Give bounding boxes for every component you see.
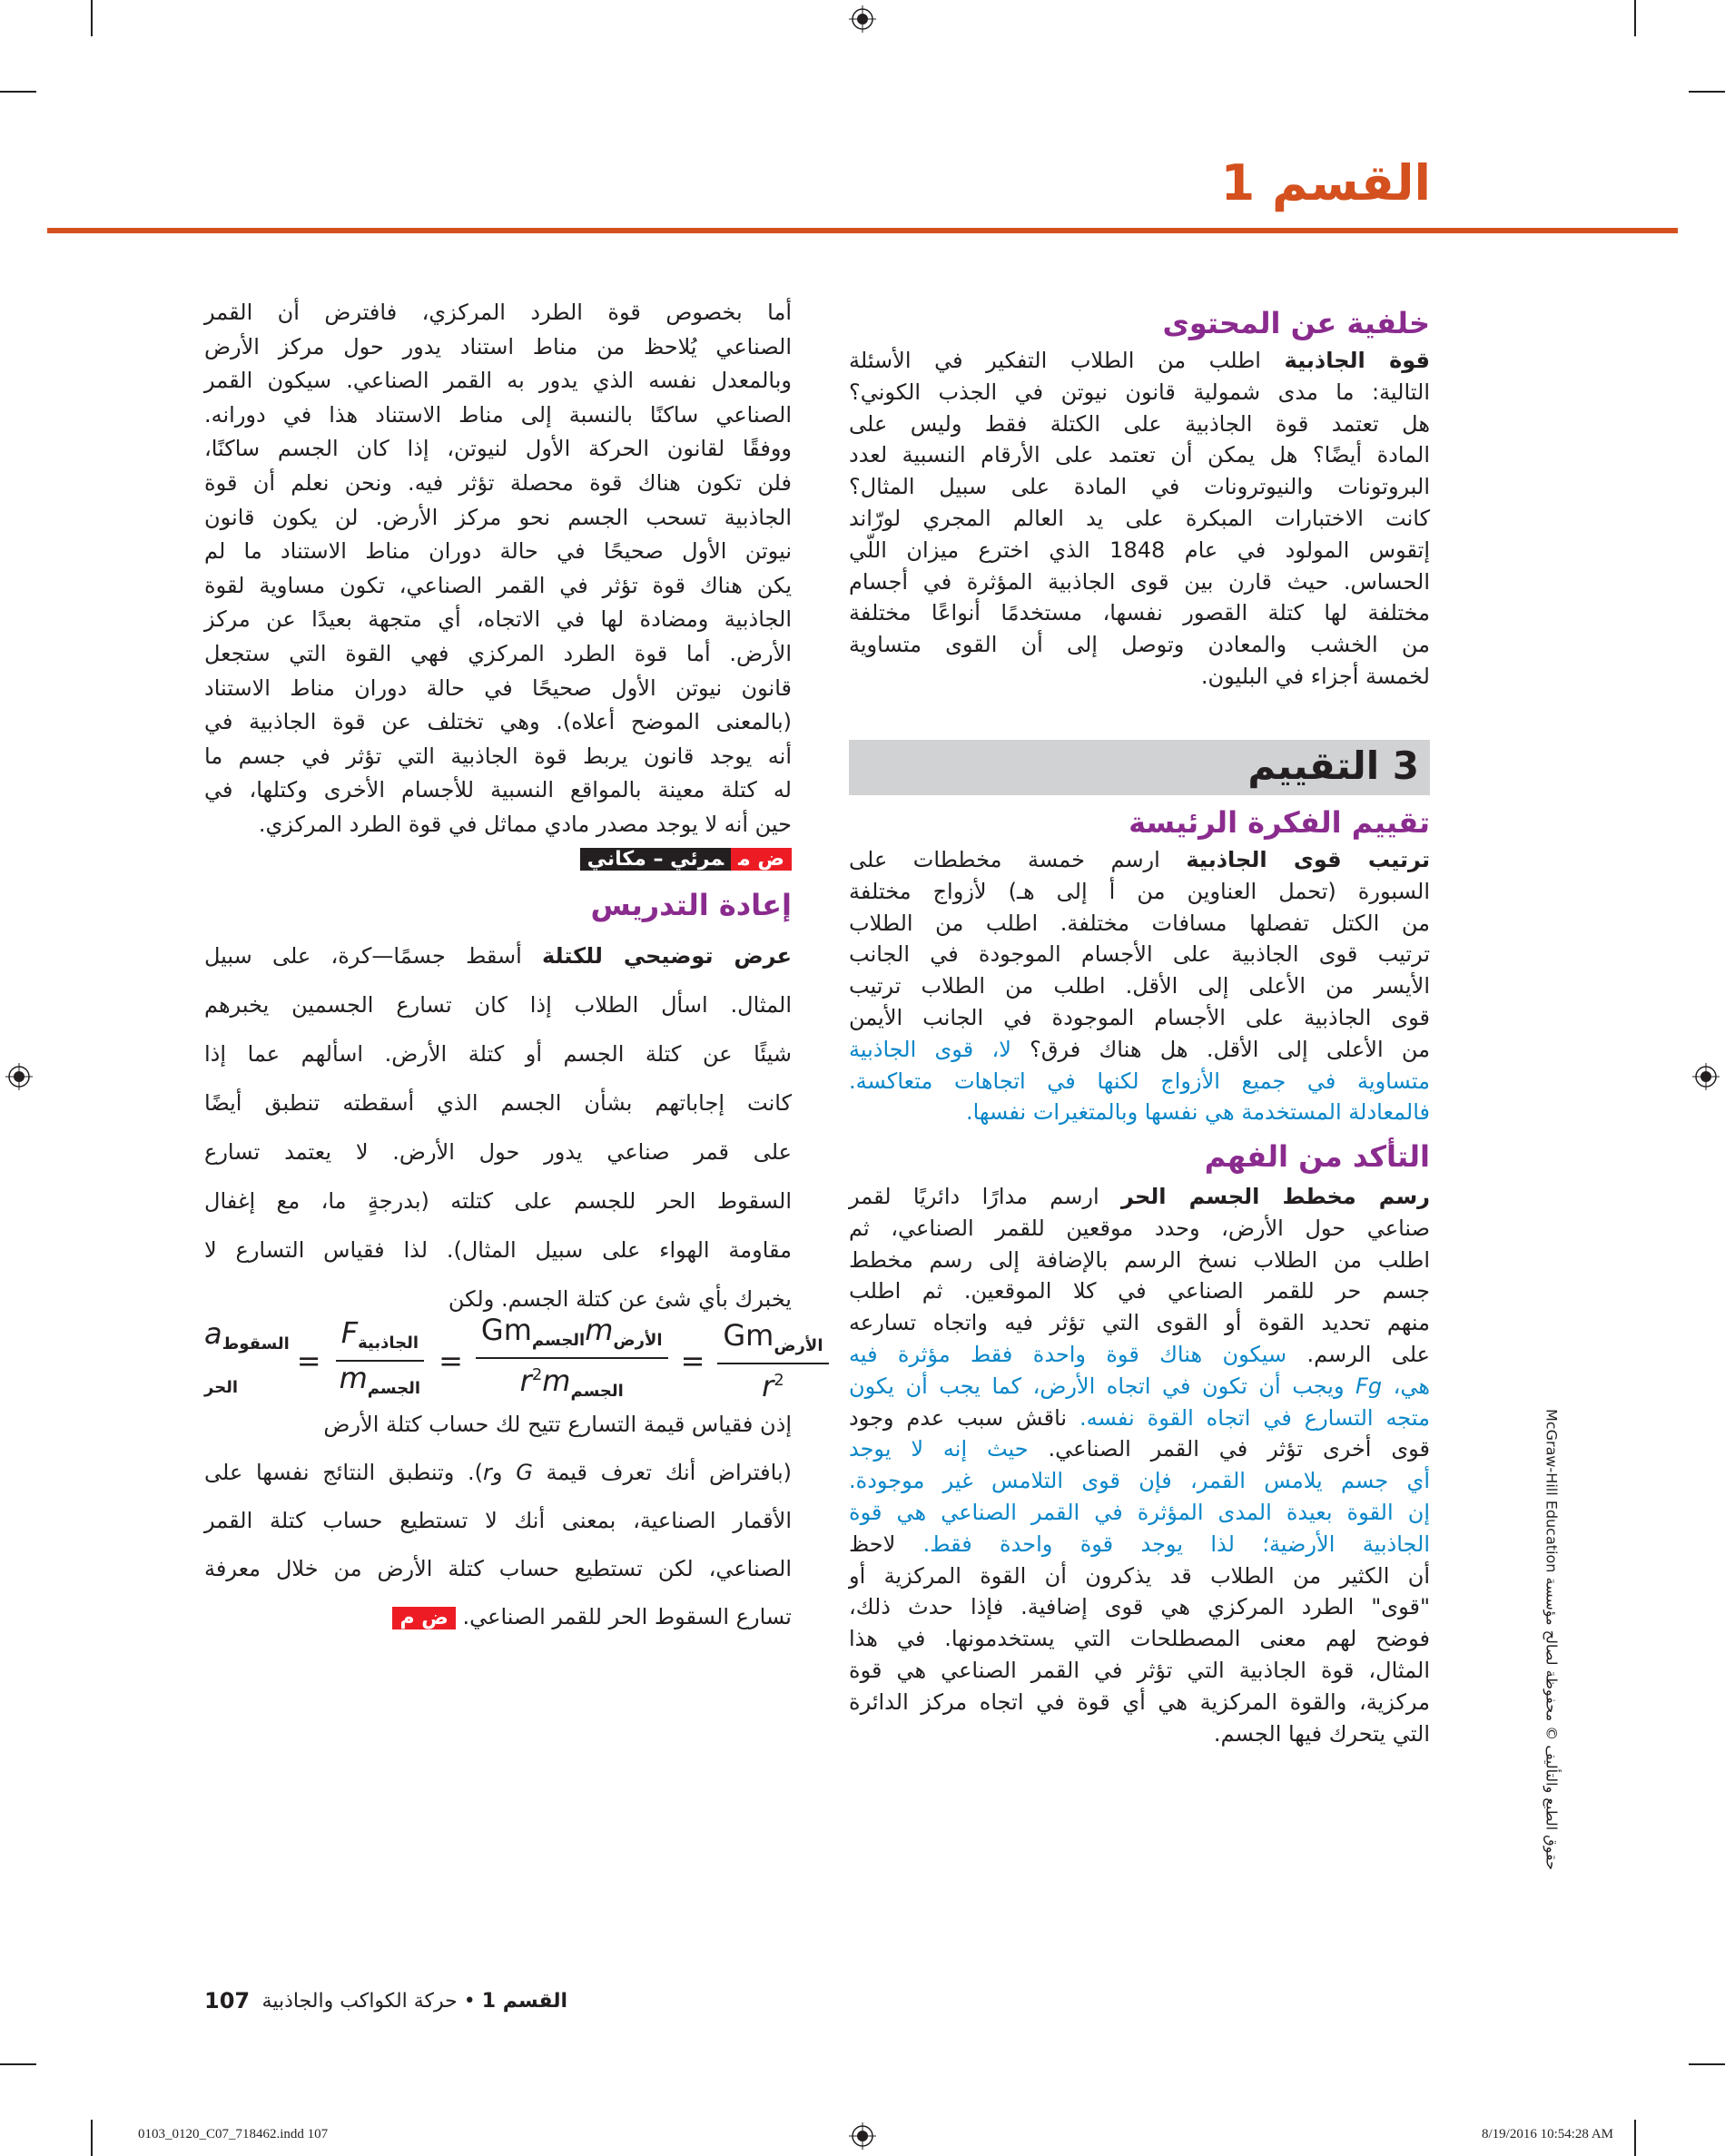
text-line: [849, 1433, 1430, 1465]
text-line: [849, 1097, 1430, 1128]
text-segment: شيئًا عن كتلة الجسم أو كتلة الأرض. اسألهم عما إذا: [204, 1041, 792, 1067]
text-line: [849, 939, 1430, 970]
answer-text: هي،: [1382, 1373, 1430, 1399]
answer-text: فالمعادلة المستخدمة هي نفسها وبالمتغيرات نفسها.: [965, 1099, 1430, 1126]
text-line: [849, 1560, 1430, 1592]
page-number: 107: [204, 1988, 251, 2013]
free-fall-formula: [204, 1313, 823, 1403]
check-paragraph: [849, 1181, 1430, 1749]
text-line: [204, 1400, 792, 1449]
registration-mark-icon: [1692, 1063, 1720, 1090]
crop-mark: [0, 91, 36, 93]
text-segment: الأقمار الصناعية، بمعنى أنك لا تستطيع حساب كتلة القمر: [204, 1508, 792, 1533]
crop-mark: [91, 0, 93, 36]
text-segment: الصناعي يُلاحظ من مناط استناد يدور حول مركز الأرض: [204, 333, 792, 359]
text-line: [849, 1034, 1430, 1066]
text-line: [204, 1176, 792, 1226]
text-segment: الجاذبية ومضادة لها في الاتجاه، أي متجهة بعيدًا عن مركز: [204, 606, 792, 633]
text-line: [849, 1403, 1430, 1434]
text-segment: البروتونات والنيوترونات في المادة على سبيل المثال؟: [849, 474, 1430, 500]
text-line: [849, 471, 1430, 503]
text-line: [849, 345, 1430, 377]
text-line: [849, 1371, 1430, 1403]
learning-style-badges: [204, 843, 792, 876]
assess-heading: تقييم الفكرة الرئيسة: [1129, 805, 1430, 840]
text-line: [849, 1275, 1430, 1307]
registration-mark-icon: [849, 5, 876, 33]
text-segment: من الأعلى إلى الأقل. هل هناك فرق؟: [1010, 1036, 1431, 1062]
text-line: [204, 603, 792, 637]
registration-mark-icon: [849, 2122, 876, 2150]
slug-filename: 0103_0120_C07_718462.indd 107: [138, 2127, 329, 2141]
text-segment: وبالمعدل نفسه الذي يدور به القمر الصناعي. سيكون القمر: [204, 368, 792, 394]
text-line: [849, 876, 1430, 908]
text-segment: حين أنه لا يوجد مصدر مادي مماثل في قوة الطرد المركزي.: [258, 811, 792, 837]
ell-badge: ض م: [731, 848, 792, 871]
text-line: [849, 503, 1430, 535]
fraction-force-over-mass: $\frac{F_{الجاذبية}}{m_{الجسم}}$: [334, 1316, 427, 1405]
text-segment: و: [491, 1460, 517, 1485]
text-line: [849, 535, 1430, 566]
text-line: [204, 432, 792, 467]
crop-mark: [91, 2120, 93, 2156]
text-segment: الصناعي ساكنًا بالنسبة إلى مناط الاستناد هذا في دورانه.: [204, 401, 792, 428]
answer-text: Fg: [1355, 1373, 1383, 1399]
equals-sign: =: [439, 1344, 463, 1378]
text-segment: رسم مخطط الجسم الحر: [1121, 1184, 1430, 1209]
reteach-paragraph-2: [204, 1400, 792, 1449]
text-line: [204, 980, 792, 1029]
text-line: [849, 1213, 1430, 1245]
text-segment: ترتيب قوى الجاذبية على الأجسام الموجودة في الجانب: [849, 941, 1430, 968]
text-line: [204, 773, 792, 808]
centrifugal-paragraph: [204, 296, 792, 842]
text-segment: "قوى" الطرد المركزي هي قوى إضافية. فإذا حدث ذلك،: [849, 1594, 1430, 1620]
text-segment: ترتيب قوى الجاذبية: [1186, 847, 1430, 872]
text-line: [204, 535, 792, 569]
text-line: [204, 1593, 792, 1642]
crop-mark: [1634, 0, 1636, 36]
text-line: [849, 1623, 1430, 1655]
answer-text: ويجب أن تكون في اتجاه الأرض، كما يجب أن يكون: [849, 1373, 1356, 1399]
text-line: [849, 1591, 1430, 1623]
text-segment: ارسم خمسة مخططات على: [849, 847, 1187, 872]
equals-sign: =: [296, 1344, 321, 1378]
text-segment: التي يتحرك فيها الجسم.: [1213, 1720, 1430, 1747]
section-title: القسم 1: [1220, 154, 1431, 212]
assess-paragraph: [849, 844, 1430, 1128]
text-segment: نيوتن الأول صحيحًا في حالة دوران مناط الاستناد ما لم: [204, 538, 792, 565]
text-segment: التالية: ما مدى شمولية قانون نيوتن في الجذب الكوني؟: [849, 379, 1430, 405]
ell-badge: ض م: [392, 1607, 455, 1629]
text-line: [204, 569, 792, 604]
text-line: [204, 364, 792, 399]
text-segment: المادة أيضًا؟ هل يمكن أن تعتمد على الأرقام النسبية لعدد: [849, 442, 1430, 468]
text-line: [849, 1497, 1430, 1529]
text-segment: جسم حر للقمر الصناعي في كلا الموقعين. ثم اطلب: [849, 1278, 1430, 1304]
text-segment: مركزية، والقوة المركزية هي أي قوة في اتجاه مركز الدائرة: [849, 1688, 1430, 1715]
text-segment: ارسم مدارًا دائريًا لقمر: [849, 1184, 1122, 1209]
text-segment: فلن تكون هناك قوة محصلة تؤثر فيه. ونحن نعلم أن قوة: [204, 469, 792, 496]
text-segment: فوضح لهم معنى المصطلحات التي يستخدمونها. في هذا: [849, 1626, 1430, 1652]
text-line: [204, 296, 792, 330]
answer-text: إن القوة بعيدة المدى المؤثرة في القمر الصناعي هي قوة: [849, 1499, 1430, 1525]
page-footer: [204, 1988, 567, 2013]
slug-timestamp: 8/19/2016 10:54:28 AM: [1481, 2127, 1613, 2141]
text-segment: إذن فقياس قيمة التسارع تتيح لك حساب كتلة الأرض: [323, 1412, 792, 1437]
text-line: [849, 661, 1430, 693]
text-segment: المثال، قوة الجاذبية التي تؤثر في القمر الصناعي هي قوة: [849, 1657, 1430, 1683]
text-line: [204, 1078, 792, 1127]
text-line: [849, 1245, 1430, 1276]
text-line: [849, 1181, 1430, 1213]
text-segment: السبورة (تحمل العناوين من أ إلى هـ) لأزواج مختلفة: [849, 878, 1430, 904]
text-segment: أن الكثير من الطلاب قد يذكرون أن القوة المركزية أو: [849, 1562, 1430, 1589]
text-segment: الجاذبية تسحب الجسم نحو مركز الأرض. لن يكون قانون: [204, 504, 792, 530]
background-heading: خلفية عن المحتوى: [1162, 306, 1430, 340]
crop-mark: [0, 2063, 36, 2065]
text-line: [849, 409, 1430, 440]
text-line: [849, 908, 1430, 940]
fraction-simplified: $\frac{Gm_{الأرض}}{r^2}$: [717, 1319, 828, 1403]
text-segment: صناعي حول الأرض، وحدد موقعين للقمر الصناعي، ثم: [849, 1215, 1430, 1241]
text-line: [204, 1226, 792, 1275]
text-line: [849, 1529, 1430, 1560]
text-segment: هل تعتمد قوة الجاذبية على الكتلة فقط وليس على: [849, 410, 1430, 437]
reteach-paragraph: [204, 931, 792, 1324]
text-line: [204, 1497, 792, 1545]
registration-mark-icon: [5, 1063, 33, 1090]
text-segment: السقوط الحر للجسم على كتلته (بدرجةٍ ما، مع إغفال: [204, 1188, 792, 1214]
text-line: [204, 1449, 792, 1497]
text-line: [849, 1465, 1430, 1497]
text-segment: (بالمعنى الموضح أعلاه). وهي تختلف عن قوة الجاذبية في: [204, 709, 792, 735]
answer-text: لا، قوى الجاذبية: [849, 1036, 1011, 1062]
text-segment: المثال. اسأل الطلاب إذا كان تسارع الجسمين يخبرهم: [204, 992, 792, 1018]
text-line: [204, 672, 792, 706]
text-segment: على قمر صناعي يدور حول الأرض. لا يعتمد تسارع: [204, 1139, 792, 1165]
text-line: [204, 1029, 792, 1078]
text-line: [204, 467, 792, 501]
assessment-banner: [849, 740, 1430, 795]
text-line: [204, 399, 792, 433]
text-segment: كانت إجاباتهم بشأن الجسم الذي أسقطته تنطبق أيضًا: [204, 1090, 792, 1116]
assessment-banner-title: 3 التقييم: [1247, 743, 1419, 788]
text-line: [849, 844, 1430, 876]
text-line: [849, 1307, 1430, 1339]
text-segment: عرض توضيحي للكتلة: [541, 943, 792, 969]
visual-spatial-badge: مرئي – مكاني: [580, 848, 731, 871]
formula-lhs: $a_{السقوط الحر}$: [204, 1316, 290, 1397]
fraction-newton-gravity: $\frac{Gm_{الجسم}m_{الأرض}}{r^2m_{الجسم}}$: [476, 1314, 668, 1408]
text-segment: أسقط جسمًا—كرة، على سبيل: [204, 943, 542, 969]
text-segment: G: [516, 1460, 533, 1485]
header-rule: [47, 228, 1678, 233]
check-heading: التأكد من الفهم: [1204, 1139, 1430, 1174]
answer-text: حيث إنه لا يوجد: [849, 1436, 1029, 1462]
text-segment: اطلب من الطلاب التفكير في الأسئلة: [849, 348, 1285, 373]
answer-text: أي جسم يلامس القمر، فإن قوى التلامس غير موجودة.: [849, 1468, 1430, 1494]
text-segment: قوى أخرى تؤثر في القمر الصناعي.: [1028, 1436, 1430, 1462]
text-segment: يكن هناك قوة تؤثر في القمر الصناعي، تكون مساوية لقوة: [204, 572, 792, 598]
text-line: [204, 330, 792, 365]
crop-mark: [1634, 2120, 1636, 2156]
text-line: [849, 970, 1430, 1002]
footer-running-title: القسم 1 • حركة الكواكب والجاذبية: [261, 1989, 567, 2013]
text-segment: ووفقًا لقانون الحركة الأول لنيوتن، إذا كان الجسم ساكنًا،: [204, 436, 792, 462]
text-segment: قانون نيوتن الأول صحيحًا في حالة دوران مناط الاستناد: [204, 674, 792, 701]
text-line: [204, 501, 792, 536]
text-line: [849, 439, 1430, 471]
text-segment: يخبرك بأي شئ عن كتلة الجسم. ولكن: [448, 1286, 792, 1312]
text-line: [204, 705, 792, 740]
text-line: [204, 808, 792, 842]
text-line: [204, 1127, 792, 1176]
text-segment: مقاومة الهواء على سبيل المثال). لذا فقياس التسارع لا: [204, 1237, 792, 1263]
text-line: [849, 1002, 1430, 1034]
text-segment: تسارع السقوط الحر للقمر الصناعي.: [455, 1604, 792, 1629]
text-segment: الأرض. أما قوة الطرد المركزي فهي القوة التي ستجعل: [204, 640, 792, 666]
text-line: [849, 1655, 1430, 1687]
text-line: [849, 597, 1430, 629]
text-segment: الصناعي، لكن تستطيع حساب كتلة الأرض من خلال معرفة: [204, 1556, 792, 1581]
text-segment: أنه يوجد قانون يربط قوة الجاذبية التي تؤثر في جسم ما: [204, 743, 792, 769]
text-segment: على الرسم.: [1286, 1341, 1430, 1367]
text-line: [204, 740, 792, 774]
text-segment: قوة الجاذبية: [1284, 348, 1431, 373]
reteach-heading: إعادة التدريس: [590, 888, 792, 922]
background-paragraph: [849, 345, 1430, 693]
text-line: [849, 1339, 1430, 1371]
text-segment: من الكتل تفصلها مسافات مختلفة. اطلب من الطلاب: [849, 910, 1430, 936]
answer-text: الجاذبية الأرضية؛ لذا يوجد قوة واحدة فقط.: [922, 1531, 1430, 1557]
reteach-paragraph-3: [204, 1449, 792, 1642]
text-segment: الحساس. حيث قارن بين قوى الجاذبية المؤثرة في أجسام: [849, 568, 1430, 595]
text-segment: منهم تحديد القوة أو القوى التي تؤثر فيه واتجاه تسارعه: [849, 1310, 1430, 1336]
answer-text: سيكون هناك قوة واحدة فقط مؤثرة فيه: [849, 1341, 1287, 1367]
text-segment: كانت الاختبارات المبكرة على يد العالم المجري لورّاند: [849, 505, 1430, 531]
text-line: [849, 566, 1430, 598]
copyright-notice: حقوق الطبع والتأليف © محفوظة لصالح مؤسسة McGraw-Hill Education: [1543, 1409, 1561, 1870]
text-segment: لخمسة أجزاء في البليون.: [1200, 663, 1430, 689]
text-line: [204, 637, 792, 672]
text-segment: مختلفة لها كتلة القصور نفسها، مستخدمًا أنواعًا مختلفة: [849, 600, 1430, 626]
text-segment: له كتلة معينة بالمواقع النسبية للأجسام الأخرى وكتلها، في: [204, 777, 792, 803]
text-line: [849, 1687, 1430, 1718]
text-segment: (بافتراض أنك تعرف قيمة: [532, 1460, 793, 1485]
answer-text: متساوية في جميع الأزواج لكنها في اتجاهات متعاكسة.: [849, 1068, 1430, 1094]
text-segment: r: [483, 1460, 492, 1485]
text-line: [849, 1718, 1430, 1750]
text-segment: ). وتنطبق النتائج نفسها على: [204, 1460, 484, 1485]
text-segment: اطلب من الطلاب نسخ الرسم بالإضافة إلى رسم مخطط: [849, 1246, 1430, 1273]
text-segment: إتقوس المولود في عام 1848 الذي اخترع ميزان اللّي: [849, 537, 1430, 563]
answer-text: متجه التسارع في اتجاه القوة نفسه.: [1079, 1404, 1430, 1431]
text-segment: ناقش سبب عدم وجود: [849, 1404, 1079, 1431]
text-segment: أما بخصوص قوة الطرد المركزي، فافترض أن القمر: [204, 300, 792, 325]
text-line: [204, 931, 792, 980]
text-segment: من الخشب والمعادن وتوصل إلى أن القوى متساوية: [849, 632, 1430, 658]
text-segment: قوى الجاذبية على الأجسام الموجودة في الجانب الأيمن: [849, 1004, 1430, 1030]
text-segment: الأيسر من الأعلى إلى الأقل. اطلب من الطلاب ترتيب: [849, 973, 1430, 999]
text-line: [849, 1066, 1430, 1098]
text-segment: لاحظ: [849, 1531, 923, 1557]
crop-mark: [1689, 2063, 1725, 2065]
text-line: [204, 1545, 792, 1593]
equals-sign: =: [680, 1344, 705, 1378]
text-line: [849, 629, 1430, 661]
crop-mark: [1689, 91, 1725, 93]
text-line: [849, 377, 1430, 409]
